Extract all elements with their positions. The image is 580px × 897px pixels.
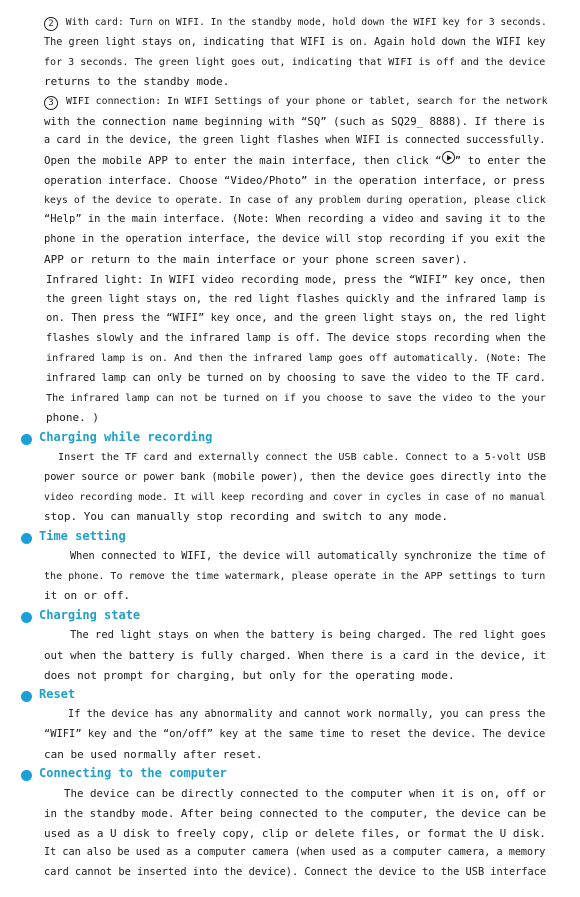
play-icon [442,151,455,164]
with-card-line-4: returns to the standby mode. [44,75,230,88]
wifi-line-6: keys of the device to operate. In case of any problem during operation, please click [44,195,546,206]
bullet-icon [21,533,32,544]
heading-reset: Reset [39,687,76,701]
connecting-line-3: used as a U disk to freely copy, clip or delete files, or format the U disk. [44,827,546,840]
heading-connecting-computer: Connecting to the computer [39,766,227,780]
wifi-line-9: APP or return to the main interface or your phone screen saver). [44,253,468,266]
with-card-line-3: for 3 seconds. The green light goes out, indicating that WIFI is off and the device [44,57,546,68]
charging-recording-line-2: power source or power bank (mobile power), then the device goes directly into the [44,471,547,483]
reset-line-1: If the device has any abnormality and cannot work normally, you can press the [68,708,546,720]
bullet-icon [21,691,32,702]
infrared-line-7: The infrared lamp can not be turned on if you choose to save the video to the your [46,393,546,404]
wifi-line-4: Open the mobile APP to enter the main interface, then click “ ” to enter the [44,151,546,171]
bullet-icon [21,434,32,445]
infrared-line-8: phone. ) [46,411,99,424]
with-card-line-2: The green light stays on, indicating that WIFI is on. Again hold down the WIFI key [44,37,546,48]
number-badge: 3 [44,96,58,110]
wifi-line-8: phone in the operation interface, the device will stop recording if you exit the [44,233,546,245]
infrared-line-6: infrared lamp can only be turned on by choosing to save the video to the TF card. [46,372,546,384]
infrared-line-2: the green light stays on, the red light flashes quickly and the infrared lamp is [46,293,546,305]
connecting-line-1: The device can be directly connected to the computer when it is on, off or [64,787,546,800]
time-setting-line-3: it on or off. [44,589,131,602]
reset-line-3: can be used normally after reset. [44,748,263,761]
heading-charging-state: Charging state [39,608,141,622]
wifi-line-3: a card in the device, the green light flashes when WIFI is connected successfully. [44,135,546,146]
wifi-line-7: “Help” in the main interface. (Note: When recording a video and saving it to the [44,213,546,225]
infrared-line-4: flashes slowly and the infrared lamp is off. The device stops recording when the [46,332,546,344]
time-setting-line-2: the phone. To remove the time watermark, please operate in the APP settings to turn [44,571,546,582]
heading-charging-recording: Charging while recording [39,430,213,444]
with-card-line-1: 2 With card: Turn on WIFI. In the standby mode, hold down the WIFI key for 3 seconds. [44,13,547,33]
bullet-icon [21,612,32,623]
charging-recording-line-1: Insert the TF card and externally connect the USB cable. Connect to a 5-volt USB [58,452,546,463]
charging-recording-line-3: video recording mode. It will keep recording and cover in cycles in case of no manual [44,492,546,503]
number-badge: 2 [44,17,58,31]
infrared-line-5: infrared lamp is on. And then the infrared lamp goes off automatically. (Note: The [46,353,546,364]
charging-state-line-2: out when the battery is fully charged. When there is a card in the device, it [44,649,546,662]
connecting-line-2: in the standby mode. After being connected to the computer, the device can be [44,807,546,820]
charging-recording-line-4: stop. You can manually stop recording and switch to any mode. [44,510,448,523]
bullet-icon [21,770,32,781]
connecting-line-4: It can also be used as a computer camera (when used as a computer camera, a memory [44,847,546,858]
charging-state-line-1: The red light stays on when the battery is being charged. The red light goes [70,629,547,641]
connecting-line-5: card cannot be inserted into the device). Connect the device to the USB interface [44,866,547,878]
wifi-line-2: with the connection name beginning with “SQ” (such as SQ29_ 8888). If there is [44,115,546,128]
wifi-line-5: operation interface. Choose “Video/Photo” in the operation interface, or press [44,174,546,187]
wifi-line-1: 3 WIFI connection: In WIFI Settings of your phone or tablet, search for the network [44,92,548,112]
infrared-line-1: Infrared light: In WIFI video recording mode, press the “WIFI” key once, then [46,273,546,286]
time-setting-line-1: When connected to WIFI, the device will automatically synchronize the time of [70,550,546,562]
heading-time-setting: Time setting [39,529,126,543]
infrared-line-3: on. Then press the “WIFI” key once, and the green light stays on, the red light [46,312,547,324]
charging-state-line-3: does not prompt for charging, but only for the operating mode. [44,669,455,682]
reset-line-2: “WIFI” key and the “on/off” key at the same time to reset the device. The device [44,728,546,740]
